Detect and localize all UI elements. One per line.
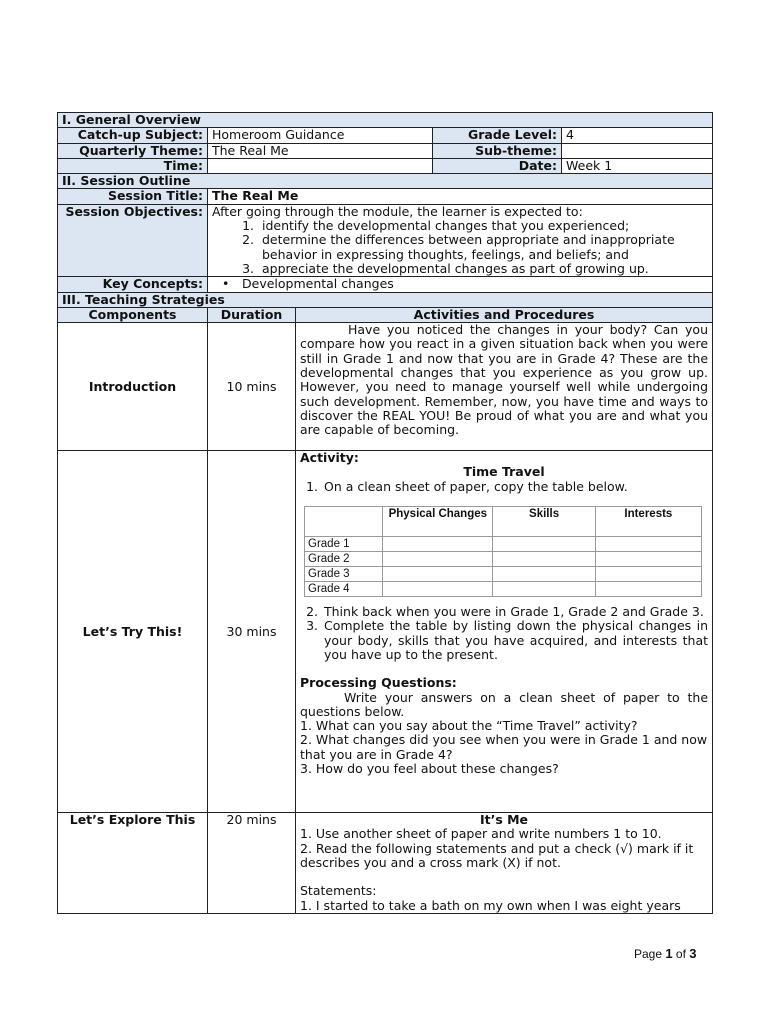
explore-line: 1. Use another sheet of paper and write numbers 1 to 10. xyxy=(300,826,662,842)
session-objectives-cell xyxy=(208,204,713,276)
activity-steps-2 xyxy=(300,605,708,662)
explore-line-cont: describes you and a cross mark (X) if not. xyxy=(300,855,561,871)
explore-line: 2. Read the following statements and put a check (√) mark if it xyxy=(300,840,694,856)
page-of: of xyxy=(672,947,690,961)
lets-explore-this-duration: 20 mins xyxy=(208,813,296,914)
explore-title: It’s Me xyxy=(479,812,529,828)
objective-item: 2. determine the differences between appropriate and inappropriate behavior in expressing thoughts, feelings, and beliefs; and xyxy=(258,233,708,262)
table-row xyxy=(305,567,702,582)
key-concepts-cell xyxy=(208,277,713,292)
activity-label: Activity: xyxy=(300,450,359,466)
total-pages: 3 xyxy=(689,946,697,961)
grade-level-label: Grade Level: xyxy=(433,128,562,143)
processing-questions-label: Processing Questions: xyxy=(300,675,457,691)
column-header-components: Components xyxy=(58,307,208,322)
introduction-component: Introduction xyxy=(58,323,208,451)
key-concepts-list xyxy=(212,277,708,291)
time-value xyxy=(208,158,433,173)
lets-try-this-component: Let’s Try This! xyxy=(58,451,208,813)
page-number xyxy=(634,946,697,961)
lesson-plan-table xyxy=(57,112,713,914)
objectives-intro: After going through the module, the learner is expected to: xyxy=(212,203,583,219)
grade-level-value: 4 xyxy=(562,128,713,143)
activity-step: 2. Think back when you were in Grade 1, Grade 2 and Grade 3. xyxy=(322,605,708,619)
catchup-subject-label: Catch-up Subject: xyxy=(58,128,208,143)
objectives-list xyxy=(212,219,708,276)
quarterly-theme-label: Quarterly Theme: xyxy=(58,143,208,158)
objective-item: 1. identify the developmental changes that you experienced; xyxy=(258,219,708,233)
table-header: Skills xyxy=(493,507,595,537)
section-session-outline: II. Session Outline xyxy=(58,174,713,189)
statement-item: 1. I started to take a bath on my own when I was eight years xyxy=(300,897,681,913)
column-header-duration: Duration xyxy=(208,307,296,322)
grade-cell: Grade 1 xyxy=(305,537,383,552)
key-concept-item: • Developmental changes xyxy=(226,277,708,291)
date-label: Date: xyxy=(433,158,562,173)
section-teaching-strategies: III. Teaching Strategies xyxy=(58,292,713,307)
processing-question: 1. What can you say about the “Time Travel” activity? xyxy=(300,718,638,734)
lets-explore-this-activity xyxy=(296,813,713,914)
time-travel-table-wrap xyxy=(300,494,708,605)
lets-try-this-duration: 30 mins xyxy=(208,451,296,813)
session-title-label: Session Title: xyxy=(58,189,208,204)
statements-label: Statements: xyxy=(300,883,377,899)
table-header xyxy=(305,507,383,537)
processing-question: 2. What changes did you see when you were in Grade 1 and now xyxy=(300,732,708,748)
processing-question-cont: that you are in Grade 4? xyxy=(300,746,453,762)
table-header: Interests xyxy=(595,507,701,537)
lesson-plan-page xyxy=(57,112,712,914)
lets-try-this-activity xyxy=(296,451,713,813)
session-title-value: The Real Me xyxy=(208,189,713,204)
table-header: Physical Changes xyxy=(383,507,493,537)
activity-title: Time Travel xyxy=(463,464,545,480)
table-row xyxy=(305,537,702,552)
table-row xyxy=(305,552,702,567)
objective-item: 3. appreciate the developmental changes as part of growing up. xyxy=(258,262,708,276)
introduction-duration: 10 mins xyxy=(208,323,296,451)
date-value: Week 1 xyxy=(562,158,713,173)
page-prefix: Page xyxy=(634,947,666,961)
grade-cell: Grade 3 xyxy=(305,567,383,582)
key-concepts-label: Key Concepts: xyxy=(58,277,208,292)
session-objectives-label: Session Objectives: xyxy=(58,204,208,276)
grade-cell: Grade 2 xyxy=(305,552,383,567)
activity-step: 3. Complete the table by listing down the physical changes in your body, skills that you have acquired, and interests that you have up to the present. xyxy=(322,619,708,662)
processing-intro: Write your answers on a clean sheet of paper to the questions below. xyxy=(300,689,709,719)
time-travel-table xyxy=(304,506,702,597)
activity-step: 1. On a clean sheet of paper, copy the table below. xyxy=(322,480,708,494)
processing-question: 3. How do you feel about these changes? xyxy=(300,761,559,777)
time-label: Time: xyxy=(58,158,208,173)
introduction-activity xyxy=(296,323,713,451)
catchup-subject-value: Homeroom Guidance xyxy=(208,128,433,143)
introduction-text: Have you noticed the changes in your body? Can you compare how you react in a given situation back when you were still in Grade 1 and now that you are in Grade 4? These are the developmental changes that you experience as you grow up. However, you need to manage yourself well while undergoing such development. Remember, now, you have time and ways to discover the REAL YOU! Be proud of what you are and what you are capable of becoming. xyxy=(300,322,709,438)
sub-theme-label: Sub-theme: xyxy=(433,143,562,158)
table-row xyxy=(305,582,702,597)
column-header-activities: Activities and Procedures xyxy=(296,307,713,322)
current-page: 1 xyxy=(665,946,673,961)
lets-explore-this-component: Let’s Explore This xyxy=(58,813,208,914)
grade-cell: Grade 4 xyxy=(305,582,383,597)
section-general-overview: I. General Overview xyxy=(58,113,713,128)
sub-theme-value xyxy=(562,143,713,158)
quarterly-theme-value: The Real Me xyxy=(208,143,433,158)
activity-steps-1 xyxy=(300,480,708,494)
